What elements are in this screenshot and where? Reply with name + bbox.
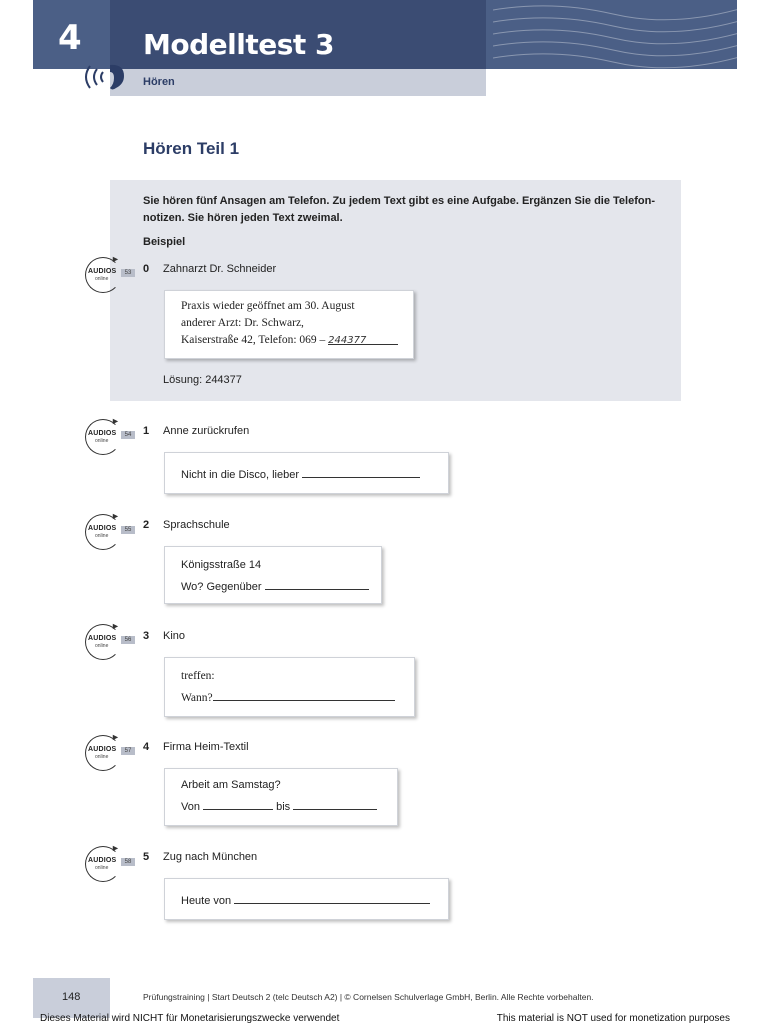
item-title: Kino <box>163 630 186 642</box>
example-item-label <box>143 263 276 275</box>
audio-badge-3[interactable] <box>85 622 141 662</box>
watermark-notice-de: Dieses Material wird NICHT für Monetarisierungszwecke verwendet <box>40 1013 340 1024</box>
answer-blank <box>328 334 398 345</box>
section-title: Hören Teil 1 <box>143 139 240 158</box>
item-title: Zug nach München <box>163 851 258 863</box>
arrow-icon: ► <box>111 416 120 426</box>
audio-label: AUDIOS <box>88 746 117 753</box>
note-line-text: Wann? <box>181 692 213 704</box>
note-card-4 <box>164 768 398 826</box>
audio-track-number: 56 <box>121 636 135 644</box>
wave-decoration-icon <box>493 0 737 69</box>
note-card-3 <box>164 657 415 717</box>
arrow-icon: ► <box>111 843 120 853</box>
note-line <box>181 799 377 813</box>
item-label <box>143 630 185 642</box>
audio-label: AUDIOS <box>88 268 117 275</box>
audio-badge-1[interactable] <box>85 417 141 457</box>
item-number: 5 <box>143 851 150 863</box>
audio-online-label: online <box>95 865 109 871</box>
audio-label: AUDIOS <box>88 525 117 532</box>
audio-online-label: online <box>95 643 109 649</box>
audio-track-number: 58 <box>121 858 135 866</box>
note-line-text: Von <box>181 801 200 813</box>
item-number: 1 <box>143 425 150 437</box>
page-subtitle: Hören <box>143 76 175 88</box>
arrow-icon: ► <box>111 511 120 521</box>
item-label <box>143 741 249 753</box>
audio-track-number: 53 <box>121 269 135 277</box>
note-line-text: bis <box>276 801 291 813</box>
watermark-notice-en: This material is NOT used for monetization purposes <box>496 1013 730 1024</box>
answer-blank[interactable] <box>213 690 395 701</box>
audio-label: AUDIOS <box>88 635 117 642</box>
audio-badge-0[interactable] <box>85 255 141 295</box>
audio-track-number: 55 <box>121 526 135 534</box>
audio-badge-4[interactable] <box>85 733 141 773</box>
note-card-1 <box>164 452 449 494</box>
arrow-icon: ► <box>111 621 120 631</box>
audio-label: AUDIOS <box>88 430 117 437</box>
item-title: Anne zurückrufen <box>163 425 250 437</box>
example-solution: Lösung: 244377 <box>163 374 242 386</box>
audio-label: AUDIOS <box>88 857 117 864</box>
audio-online-label: online <box>95 438 109 444</box>
item-number: 4 <box>143 741 150 753</box>
note-line: anderer Arzt: Dr. Schwarz, <box>181 317 304 329</box>
arrow-icon: ► <box>111 732 120 742</box>
audio-online-label: online <box>95 754 109 760</box>
item-label <box>143 425 249 437</box>
item-label <box>143 519 230 531</box>
item-number: 3 <box>143 630 150 642</box>
note-line <box>181 579 369 593</box>
note-line-text: Heute von <box>181 895 232 907</box>
note-card-5 <box>164 878 449 920</box>
item-title: Firma Heim-Textil <box>163 741 249 753</box>
audio-online-label: online <box>95 276 109 282</box>
note-line: Praxis wieder geöffnet am 30. August <box>181 300 355 312</box>
note-line <box>181 467 420 481</box>
arrow-icon: ► <box>111 254 120 264</box>
example-title: Zahnarzt Dr. Schneider <box>163 263 277 275</box>
chapter-number: 4 <box>58 18 82 58</box>
audio-track-number: 54 <box>121 431 135 439</box>
note-line: treffen: <box>181 670 215 682</box>
note-line: Königsstraße 14 <box>181 559 262 571</box>
footer-copyright: Prüfungstraining | Start Deutsch 2 (telc Deutsch A2) | © Cornelsen Schulverlage GmbH, Berlin. Alle Rechte vorbehalten. <box>143 992 594 1002</box>
note-line <box>181 334 398 346</box>
example-number: 0 <box>143 263 150 275</box>
note-card-2 <box>164 546 382 604</box>
answer-blank-to[interactable] <box>293 799 377 810</box>
note-line: Arbeit am Samstag? <box>181 779 281 791</box>
note-line-text: Nicht in die Disco, lieber <box>181 469 299 481</box>
note-line <box>181 690 395 704</box>
instructions: Sie hören fünf Ansagen am Telefon. Zu jedem Text gibt es eine Aufgabe. Ergänzen Sie die Telefon-notizen. Sie hören jeden Text zweimal. <box>143 195 655 224</box>
example-note-card <box>164 290 414 359</box>
ear-listening-icon <box>80 60 132 94</box>
answer-blank[interactable] <box>265 579 369 590</box>
audio-track-number: 57 <box>121 747 135 755</box>
page-number: 148 <box>62 991 81 1003</box>
note-line <box>181 893 430 907</box>
audio-badge-5[interactable] <box>85 844 141 884</box>
audio-badge-2[interactable] <box>85 512 141 552</box>
answer-blank[interactable] <box>234 893 430 904</box>
answer-blank-from[interactable] <box>203 799 273 810</box>
note-line-text: Kaiserstraße 42, Telefon: 069 – <box>181 334 326 346</box>
example-heading: Beispiel <box>143 236 186 248</box>
answer-blank[interactable] <box>302 467 420 478</box>
item-title: Sprachschule <box>163 519 230 531</box>
item-label <box>143 851 257 863</box>
item-number: 2 <box>143 519 150 531</box>
audio-online-label: online <box>95 533 109 539</box>
page-title: Modelltest 3 <box>143 28 334 61</box>
handwritten-answer: 244377 <box>328 335 367 346</box>
note-line-text: Wo? Gegenüber <box>181 581 262 593</box>
watermark-bottom <box>0 1013 768 1024</box>
